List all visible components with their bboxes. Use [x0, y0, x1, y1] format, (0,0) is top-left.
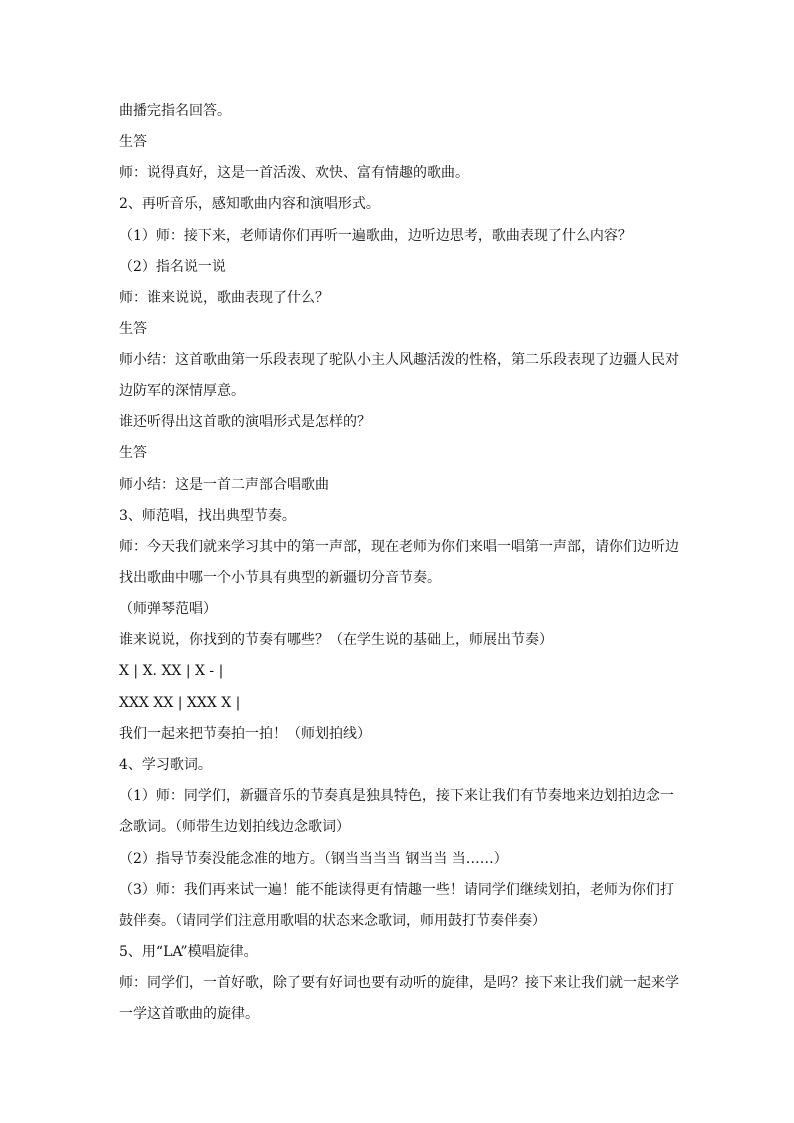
- text-line: 4、学习歌词。: [119, 757, 212, 773]
- text-line: 师：谁来说说，歌曲表现了什么？: [119, 290, 329, 306]
- text-line: 曲播完指名回答。: [119, 103, 231, 119]
- text-line: 边防军的深情厚意。: [119, 383, 245, 399]
- text-line: 师：说得真好，这是一首活泼、欢快、富有情趣的歌曲。: [119, 165, 469, 181]
- text-line: 谁还听得出这首歌的演唱形式是怎样的？: [119, 414, 371, 430]
- text-line: 找出歌曲中哪一个小节具有典型的新疆切分音节奏。: [119, 570, 441, 586]
- text-line: 鼓伴奏。（请同学们注意用歌唱的状态来念歌词，师用鼓打节奏伴奏）: [119, 913, 546, 929]
- rhythm-notation: X | X. XX | X - |: [119, 663, 224, 679]
- text-line: 我们一起来把节奏拍一拍！（师划拍线）: [119, 726, 371, 742]
- text-line: 师小结：这是一首二声部合唱歌曲: [119, 477, 329, 493]
- text-line: 一学这首歌曲的旋律。: [119, 1006, 259, 1022]
- text-line: 念歌词。（师带生边划拍线边念歌词）: [119, 819, 350, 835]
- text-line: （3）师：我们再来试一遍！能不能读得更有情趣一些！请同学们继续划拍，老师为你们打: [119, 882, 674, 898]
- text-line: 2、再听音乐，感知歌曲内容和演唱形式。: [119, 196, 380, 212]
- text-line: 谁来说说，你找到的节奏有哪些？（在学生说的基础上，师展出节奏）: [119, 632, 553, 648]
- rhythm-notation: XXX XX | XXX X |: [119, 695, 241, 711]
- text-line: （1）师：接下来，老师请你们再听一遍歌曲，边听边思考，歌曲表现了什么内容？: [119, 228, 632, 244]
- text-line: 3、师范唱，找出典型节奏。: [119, 508, 296, 524]
- text-line: 师：同学们，一首好歌，除了要有好词也要有动听的旋律，是吗？接下来让我们就一起来学: [119, 975, 679, 991]
- text-line: （师弹琴范唱）: [119, 601, 217, 617]
- text-line: 5、用“LA”模唱旋律。: [119, 944, 258, 960]
- text-line: 生答: [119, 321, 147, 337]
- text-line: 生答: [119, 134, 147, 150]
- text-line: （1）师：同学们，新疆音乐的节奏真是独具特色，接下来让我们有节奏地来边划拍边念一: [119, 788, 674, 804]
- text-line: （2）指导节奏没能念准的地方。（钢当当当当 钢当当 当……）: [119, 851, 508, 867]
- text-line: 师小结：这首歌曲第一乐段表现了驼队小主人风趣活泼的性格，第二乐段表现了边疆人民对: [119, 352, 679, 368]
- text-line: 生答: [119, 445, 147, 461]
- text-line: 师：今天我们就来学习其中的第一声部，现在老师为你们来唱一唱第一声部，请你们边听边: [119, 539, 679, 555]
- text-line: （2）指名说一说: [119, 259, 226, 275]
